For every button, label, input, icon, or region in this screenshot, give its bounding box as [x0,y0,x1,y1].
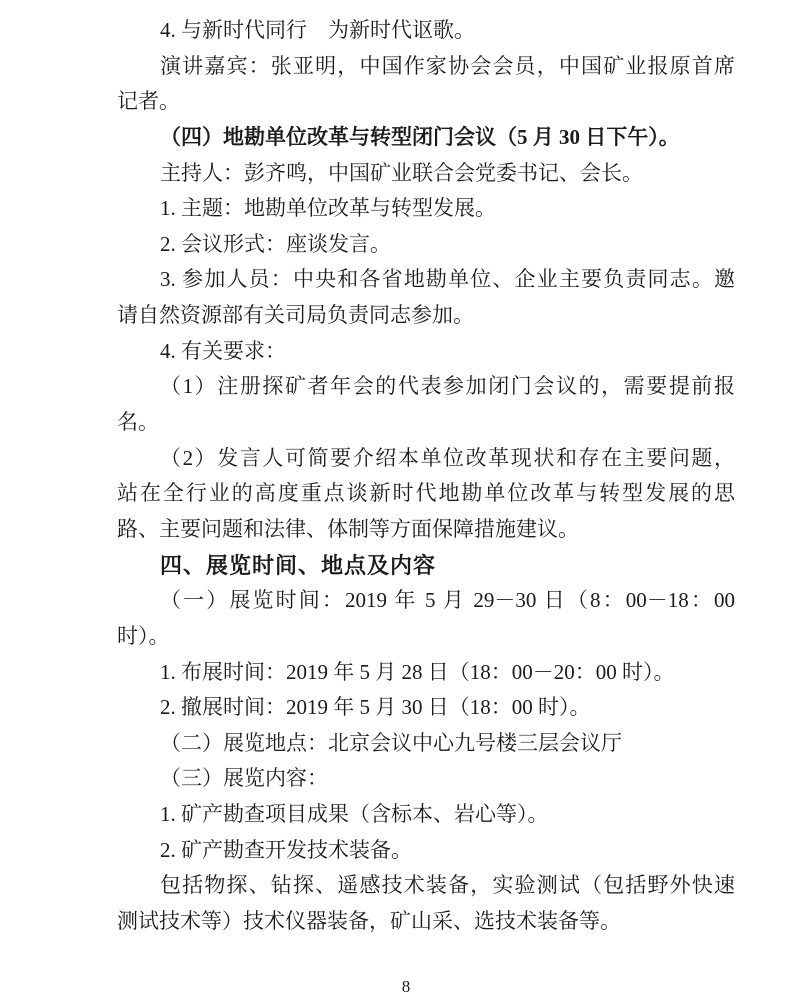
text-line: 2. 矿产勘查开发技术装备。 [160,837,412,862]
text-line: 包括物探、钻探、遥感技术装备，实验测试（包括野外快速 [160,873,735,898]
text-line: 1. 矿产勘查项目成果（含标本、岩心等）。 [160,802,549,827]
text-line: （三）展览内容： [160,766,328,791]
text-line: 时）。 [117,623,170,648]
text-line: （二）展览地点：北京会议中心九号楼三层会议厅 [160,730,622,755]
document-body [117,13,735,940]
text-line: 3. 参加人员：中央和各省地勘单位、企业主要负责同志。邀 [160,267,735,292]
text-line: 2. 会议形式：座谈发言。 [160,231,391,256]
text-line: （2）发言人可简要介绍本单位改革现状和存在主要问题， [160,445,735,470]
text-line: 2. 撤展时间：2019 年 5 月 30 日（18：00 时）。 [160,695,591,720]
page-number: 8 [401,977,411,996]
text-line: 测试技术等）技术仪器装备，矿山采、选技术装备等。 [117,909,621,934]
text-line: 名。 [117,410,159,435]
text-line: （四）地勘单位改革与转型闭门会议（5 月 30 日下午）。 [160,124,680,149]
text-line: 演讲嘉宾：张亚明，中国作家协会会员，中国矿业报原首席 [160,53,735,78]
text-line: （1）注册探矿者年会的代表参加闭门会议的，需要提前报 [160,374,735,399]
text-line: 1. 布展时间：2019 年 5 月 28 日（18：00－20：00 时）。 [160,659,675,684]
text-line: 4. 有关要求： [160,338,286,363]
text-line: 1. 主题：地勘单位改革与转型发展。 [160,196,496,221]
text-line: 站在全行业的高度重点谈新时代地勘单位改革与转型发展的思 [117,481,735,506]
text-line: 请自然资源部有关司局负责同志参加。 [117,303,474,328]
text-line: 路、主要问题和法律、体制等方面保障措施建议。 [117,516,579,541]
text-line: 四、展览时间、地点及内容 [160,552,437,578]
text-line: 主持人：彭齐鸣，中国矿业联合会党委书记、会长。 [160,160,643,185]
text-line: （一）展览时间：2019 年 5 月 29－30 日（8：00－18：00 [160,588,735,613]
text-line: 记者。 [117,89,180,114]
text-line: 4. 与新时代同行 为新时代讴歌。 [160,18,475,42]
